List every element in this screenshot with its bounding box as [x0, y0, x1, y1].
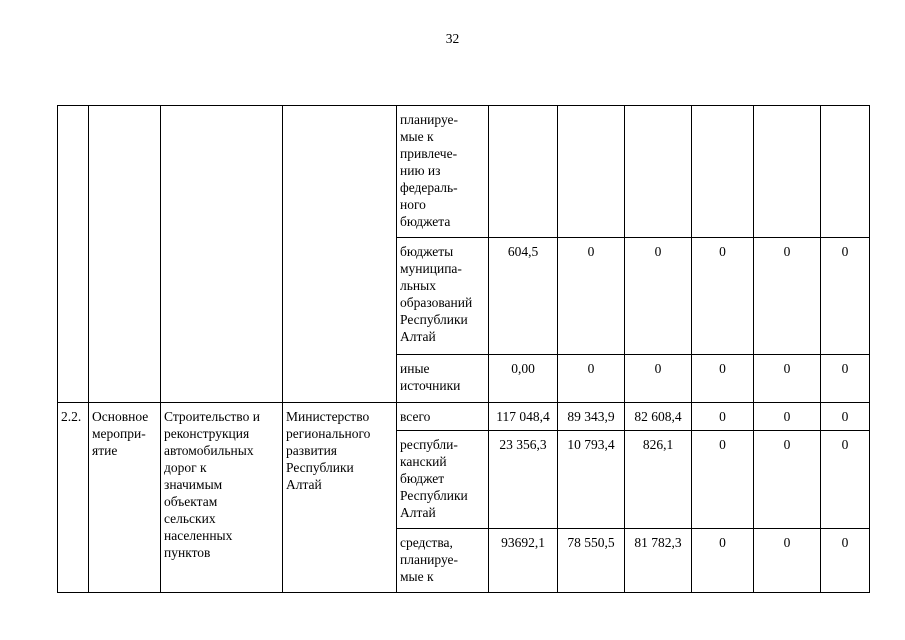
cell-value: 89 343,9	[558, 403, 625, 431]
cell-value	[625, 106, 692, 238]
cell-value: 0	[821, 238, 870, 355]
cell-value	[821, 106, 870, 238]
cell-value: 117 048,4	[489, 403, 558, 431]
cell-executor-empty	[283, 106, 397, 403]
cell-value	[754, 106, 821, 238]
cell-value: 0	[625, 355, 692, 403]
cell-number-empty	[58, 106, 89, 403]
cell-value: 604,5	[489, 238, 558, 355]
cell-value: 82 608,4	[625, 403, 692, 431]
cell-value	[489, 106, 558, 238]
cell-value: 0	[821, 355, 870, 403]
cell-source: бюджеты муниципа- льных образований Республики Алтай	[397, 238, 489, 355]
cell-value: 0	[754, 403, 821, 431]
cell-source: средства, планируе- мые к	[397, 529, 489, 593]
table-row	[58, 403, 870, 431]
cell-name-empty	[161, 106, 283, 403]
cell-number: 2.2.	[58, 403, 89, 593]
table-row	[58, 106, 870, 238]
cell-value: 0	[821, 529, 870, 593]
page-number: 32	[445, 31, 460, 46]
budget-table	[57, 105, 870, 593]
cell-value: 0,00	[489, 355, 558, 403]
cell-value: 78 550,5	[558, 529, 625, 593]
cell-value: 0	[558, 238, 625, 355]
cell-type-empty	[89, 106, 161, 403]
cell-source: планируе- мые к привлече- нию из федераль- ного бюджета	[397, 106, 489, 238]
cell-value: 0	[821, 403, 870, 431]
cell-value: 0	[754, 529, 821, 593]
cell-value: 0	[625, 238, 692, 355]
cell-value: 93692,1	[489, 529, 558, 593]
cell-value: 0	[692, 529, 754, 593]
cell-value: 0	[692, 238, 754, 355]
cell-source: иные источники	[397, 355, 489, 403]
cell-type: Основное меропри- ятие	[89, 403, 161, 593]
cell-value: 0	[692, 403, 754, 431]
cell-value: 0	[754, 431, 821, 529]
cell-value: 0	[692, 355, 754, 403]
cell-value: 0	[821, 431, 870, 529]
cell-source: всего	[397, 403, 489, 431]
cell-value	[558, 106, 625, 238]
cell-executor: Министерство регионального развития Республики Алтай	[283, 403, 397, 593]
cell-value: 826,1	[625, 431, 692, 529]
cell-value: 10 793,4	[558, 431, 625, 529]
cell-value: 0	[754, 238, 821, 355]
cell-source: республи- канский бюджет Республики Алтай	[397, 431, 489, 529]
cell-value: 81 782,3	[625, 529, 692, 593]
cell-value	[692, 106, 754, 238]
cell-name: Строительство и реконструкция автомобильных дорог к значимым объектам сельских населенных пунктов	[161, 403, 283, 593]
cell-value: 0	[692, 431, 754, 529]
cell-value: 23 356,3	[489, 431, 558, 529]
cell-value: 0	[754, 355, 821, 403]
cell-value: 0	[558, 355, 625, 403]
